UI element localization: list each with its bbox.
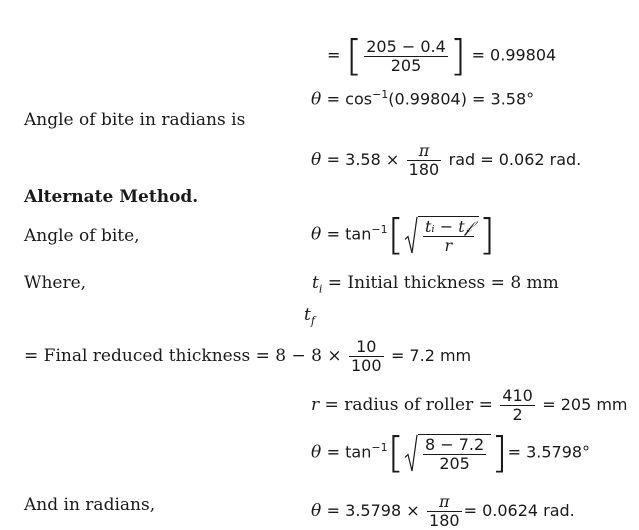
theta-symbol: θ bbox=[311, 442, 322, 463]
text-angle-radians: Angle of bite in radians is bbox=[24, 110, 246, 130]
fraction bbox=[423, 436, 486, 473]
result-text: = 7.2 mm bbox=[390, 346, 472, 365]
fraction-numerator: π bbox=[427, 493, 462, 512]
fraction-denominator: 205 bbox=[439, 453, 470, 473]
inverse-superscript: −1 bbox=[372, 88, 389, 101]
right-bracket: ] bbox=[478, 210, 496, 259]
result-text: = 0.99804 bbox=[471, 45, 557, 65]
variable-r: r bbox=[311, 395, 320, 415]
subscript-i: i bbox=[318, 282, 323, 296]
left-bracket: [ bbox=[387, 210, 404, 259]
label-angle-of-bite: Angle of bite, bbox=[24, 226, 140, 246]
variable-t: t bbox=[304, 305, 311, 325]
label-where: Where, bbox=[24, 273, 87, 293]
theta-symbol: θ bbox=[311, 89, 322, 110]
multiply-text: = 3.5798 × bbox=[326, 501, 420, 520]
theta-symbol: θ bbox=[311, 150, 322, 170]
fraction-denominator: 180 bbox=[408, 160, 440, 179]
tan-text: = tan bbox=[326, 442, 372, 462]
fraction-numerator: tᵢ − t𝒻 bbox=[424, 216, 472, 236]
subscript-f: f bbox=[310, 314, 315, 328]
definition-initial-thickness bbox=[312, 273, 559, 299]
left-bracket: [ bbox=[345, 31, 363, 80]
square-root bbox=[404, 434, 491, 473]
definition-roller-radius bbox=[311, 387, 628, 424]
equation-theta-degrees bbox=[311, 85, 534, 110]
fraction bbox=[427, 493, 462, 530]
result-text: = 205 mm bbox=[542, 395, 628, 414]
inverse-superscript: −1 bbox=[371, 222, 388, 236]
fraction bbox=[423, 218, 474, 255]
radical-icon bbox=[404, 216, 418, 255]
equation-tan-numeric bbox=[311, 428, 591, 477]
fraction-numerator: 8 − 7.2 bbox=[424, 434, 485, 454]
fraction bbox=[407, 142, 442, 179]
fraction-numerator: 205 − 0.4 bbox=[366, 36, 446, 56]
square-root bbox=[404, 216, 479, 255]
equation-tan-formula bbox=[311, 210, 496, 259]
right-bracket: ] bbox=[449, 31, 467, 80]
variable-t: t bbox=[312, 273, 319, 293]
theta-symbol: θ bbox=[311, 501, 322, 521]
result-text: rad = 0.062 rad. bbox=[448, 150, 582, 169]
fraction-numerator: π bbox=[407, 142, 442, 161]
definition-text: = radius of roller = bbox=[324, 395, 493, 415]
radical-icon bbox=[404, 434, 418, 473]
definition-text: = Final reduced thickness = 8 − 8 × bbox=[24, 346, 342, 366]
variable-tf bbox=[304, 305, 315, 331]
cos-argument: (0.99804) = 3.58° bbox=[388, 89, 535, 109]
cos-text: = cos bbox=[326, 89, 373, 109]
fraction-denominator: 2 bbox=[512, 405, 523, 424]
fraction-numerator: 10 bbox=[349, 338, 384, 357]
definition-text: = Initial thickness = 8 mm bbox=[327, 273, 559, 293]
equals-sign: = bbox=[327, 45, 341, 65]
label-and-in-radians: And in radians, bbox=[24, 495, 156, 515]
result-text: = 0.0624 rad. bbox=[463, 501, 575, 520]
multiply-text: = 3.58 × bbox=[326, 150, 400, 169]
right-bracket: ] bbox=[491, 428, 508, 477]
inverse-superscript: −1 bbox=[371, 440, 388, 454]
theta-symbol: θ bbox=[311, 224, 322, 245]
fraction-denominator: 205 bbox=[390, 55, 422, 75]
result-text: = 3.5798° bbox=[507, 442, 591, 462]
equation-final-radians bbox=[311, 493, 575, 530]
fraction-numerator: 410 bbox=[502, 386, 533, 405]
fraction bbox=[364, 38, 448, 75]
heading-alternate-method: Alternate Method. bbox=[24, 187, 199, 207]
definition-final-thickness bbox=[24, 338, 471, 375]
fraction bbox=[349, 338, 384, 375]
equation-cos-ratio bbox=[327, 31, 557, 80]
fraction-denominator: 100 bbox=[350, 356, 382, 375]
left-bracket: [ bbox=[387, 428, 404, 477]
fraction-denominator: 180 bbox=[429, 511, 460, 530]
fraction-denominator: r bbox=[444, 235, 453, 255]
equation-theta-radians bbox=[311, 142, 581, 179]
tan-text: = tan bbox=[326, 224, 372, 244]
fraction bbox=[500, 387, 535, 424]
